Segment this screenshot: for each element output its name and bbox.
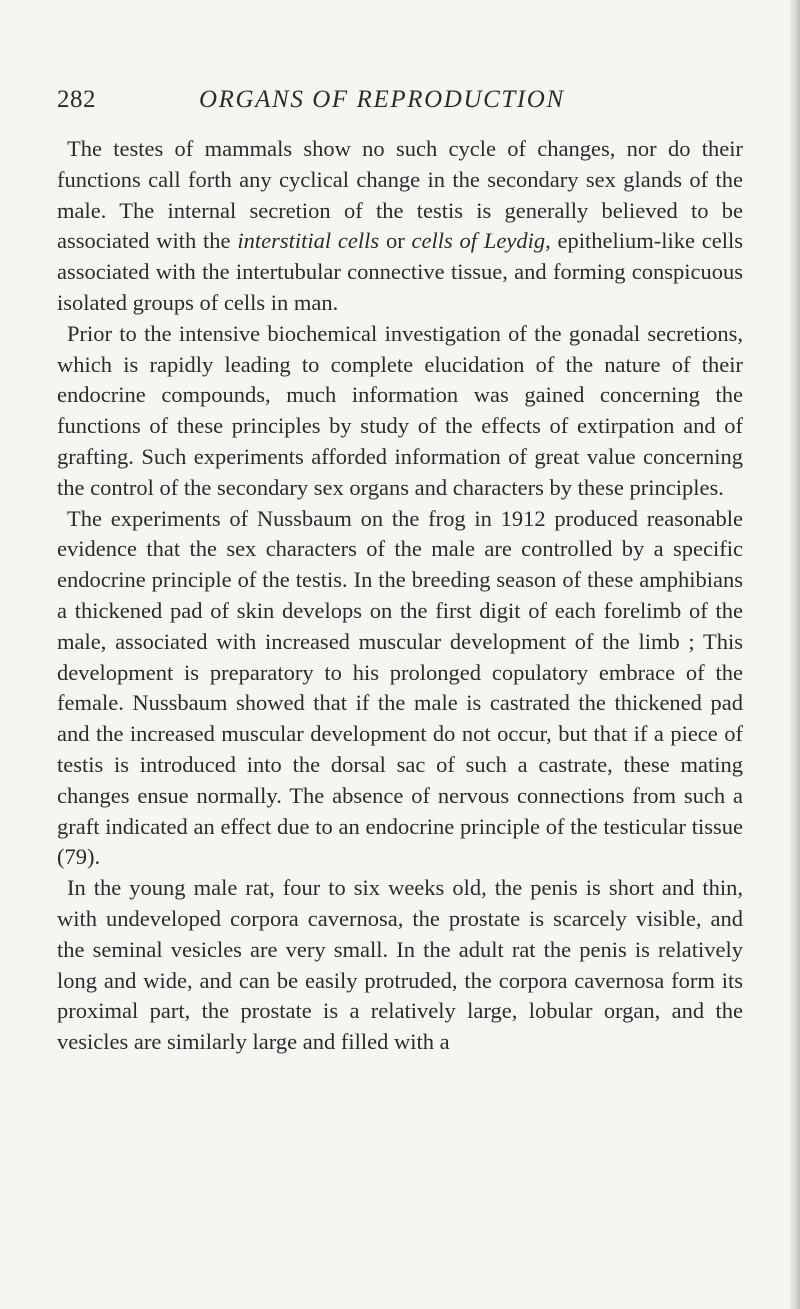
paragraph-testes-interstitial-cells — [57, 134, 743, 319]
text-segment: Prior to the intensive biochemical investigation of the gonadal secretions, which is rapidly leading to complete elucidation of the nature of their endocrine compounds, much information was gained concerning the functions of these principles by study of the effects of extirpation and of grafting. Such experiments afforded information of great value concerning the control of the secondary sex organs and characters by these principles. — [57, 320, 743, 500]
paragraph-nussbaum-frog — [57, 504, 743, 874]
body-text — [57, 134, 743, 1058]
text-segment: In the young male rat, four to six weeks old, the penis is short and thin, with undeveloped corpora cavernosa, the prostate is scarcely visible, and the seminal vesicles are very small. In the adult rat the penis is relatively long and wide, and can be easily protruded, the corpora cavernosa form its proximal part, the prostate is a relatively large, lobular organ, and the vesicles are similarly large and filled with a — [57, 875, 743, 1055]
running-title: ORGANS OF REPRODUCTION — [199, 86, 565, 113]
term-cells-of-leydig: cells of Leydig — [411, 228, 546, 254]
page-number: 282 — [57, 86, 96, 113]
term-interstitial-cells: interstitial cells — [237, 228, 380, 254]
page-edge-shadow — [790, 0, 800, 1309]
paragraph-extirpation-grafting — [57, 319, 743, 504]
paragraph-male-rat — [57, 873, 743, 1058]
text-segment: The testes of mammals show no such cycle of changes, nor do their functions call forth any cyclical change in the secondary sex glands of the male. The internal secretion of the testis is generally believed to be associated with the — [57, 136, 743, 254]
text-segment: The experiments of Nussbaum on the frog in 1912 produced reasonable evidence that the sex characters of the male are controlled by a specific endocrine principle of the testis. In the breeding season of these amphibians a thickened pad of skin develops on the first digit of each forelimb of the male, associated with increased muscular development of the limb ; This development is preparatory to his prolonged copulatory embrace of the female. Nussbaum showed that if the male is castrated the thickened pad and the increased muscular development do not occur, but that if a piece of testis is introduced into the dorsal sac of such a castrate, these mating changes ensue normally. The absence of nervous connections from such a graft indicated an effect due to an endocrine principle of the testicular tissue (79). — [57, 505, 743, 870]
text-segment: , epithelium-like cells associated with the intertubular connective tissue, and forming conspicuous isolated groups of cells in man. — [57, 228, 743, 315]
running-head — [57, 86, 747, 126]
text-segment: or — [379, 228, 412, 254]
